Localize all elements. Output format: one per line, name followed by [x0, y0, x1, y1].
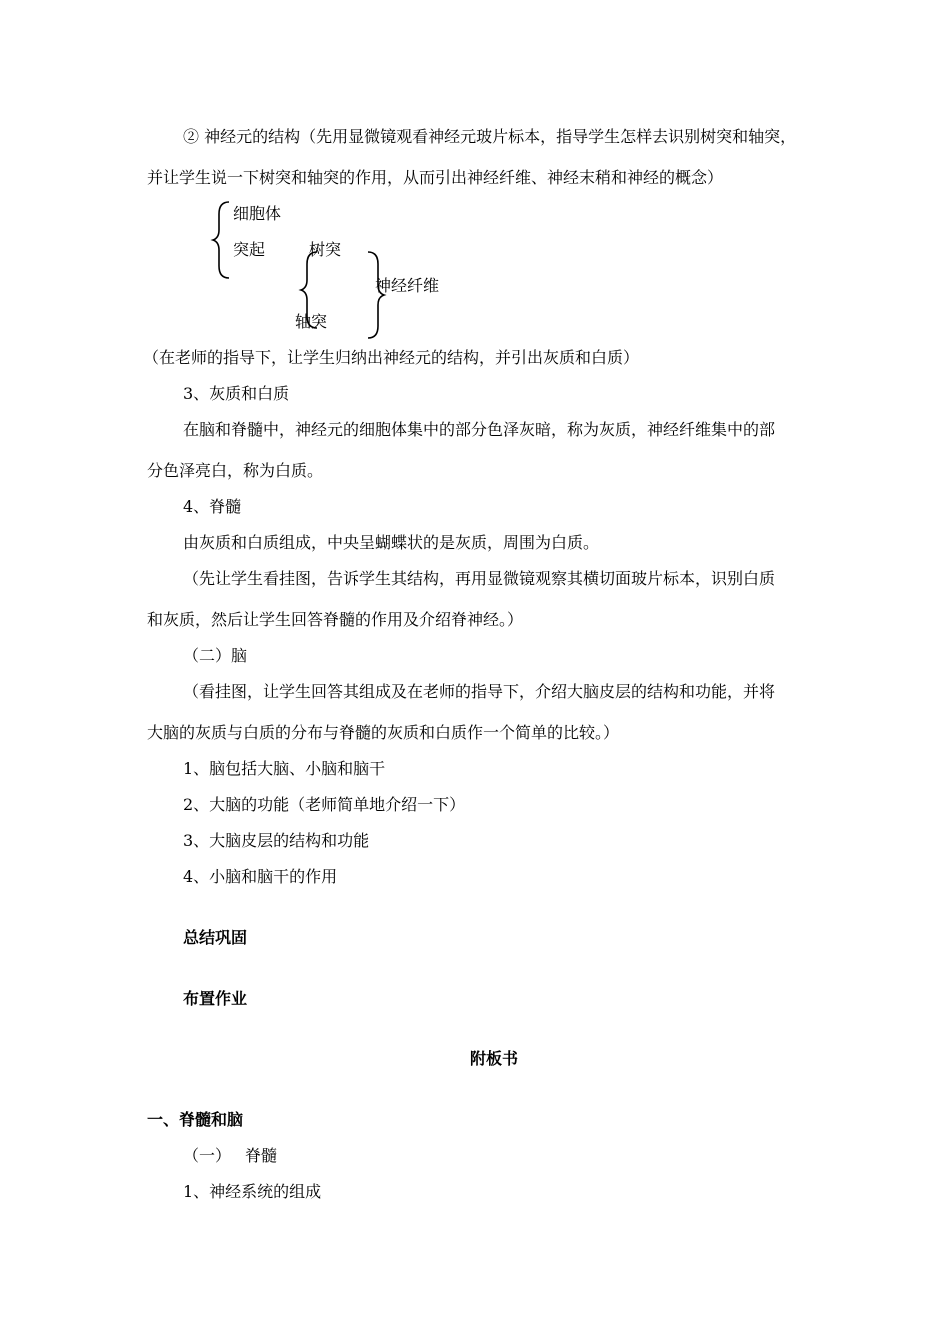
diagram-nerve-fiber: 神经纤维 — [375, 276, 440, 295]
section3-line-1: 在脑和脊髓中，神经元的细胞体集中的部分色泽灰暗，称为灰质，神经纤维集中的部 — [183, 420, 776, 439]
brain-heading: （二）脑 — [183, 646, 248, 665]
brain-item-3: 3、大脑皮层的结构和功能 — [183, 831, 370, 850]
brain-note-line-1: （看挂图，让学生回答其组成及在老师的指导下，介绍大脑皮层的结构和功能，并将 — [183, 682, 776, 701]
diagram-dendrite: 树突 — [309, 240, 342, 259]
brain-note-line-2: 大脑的灰质与白质的分布与脊髓的灰质和白质作一个简单的比较。） — [147, 723, 620, 742]
diagram-axon: 轴突 — [295, 312, 328, 331]
board-sub-1 — [183, 1146, 277, 1166]
section4-heading: 4、脊髓 — [183, 497, 242, 516]
section3-heading: 3、灰质和白质 — [183, 384, 290, 403]
neuron-brace-outer — [213, 200, 233, 280]
note-after-diagram: （在老师的指导下，让学生归纳出神经元的结构，并引出灰质和白质） — [143, 348, 640, 367]
board-item-1: 1、神经系统的组成 — [183, 1182, 322, 1201]
board-sub-1-prefix: （一） — [183, 1146, 232, 1165]
summary-heading: 总结巩固 — [183, 928, 248, 947]
section4-text: 由灰质和白质组成，中央呈蝴蝶状的是灰质，周围为白质。 — [183, 533, 600, 552]
section4-note-line-1: （先让学生看挂图，告诉学生其结构，再用显微镜观察其横切面玻片标本，识别白质 — [183, 569, 776, 588]
brain-item-2: 2、大脑的功能（老师简单地介绍一下） — [183, 795, 466, 814]
neuron-structure-line-2: 并让学生说一下树突和轴突的作用，从而引出神经纤维、神经末稍和神经的概念） — [147, 168, 724, 187]
brain-item-4: 4、小脑和脑干的作用 — [183, 867, 338, 886]
board-title: 附板书 — [470, 1049, 519, 1068]
diagram-process: 突起 — [233, 240, 266, 259]
homework-heading: 布置作业 — [183, 989, 248, 1008]
board-sub-1-label: 脊髓 — [245, 1146, 278, 1165]
brain-item-1: 1、脑包括大脑、小脑和脑干 — [183, 759, 386, 778]
diagram-cell-body: 细胞体 — [233, 204, 282, 223]
section3-line-2: 分色泽亮白，称为白质。 — [147, 461, 324, 480]
neuron-structure-line-1: ② 神经元的结构（先用显微镜观看神经元玻片标本，指导学生怎样去识别树突和轴突， — [183, 127, 797, 146]
board-part-1: 一、脊髓和脑 — [147, 1110, 244, 1129]
section4-note-line-2: 和灰质，然后让学生回答脊髓的作用及介绍脊神经。） — [147, 610, 524, 629]
